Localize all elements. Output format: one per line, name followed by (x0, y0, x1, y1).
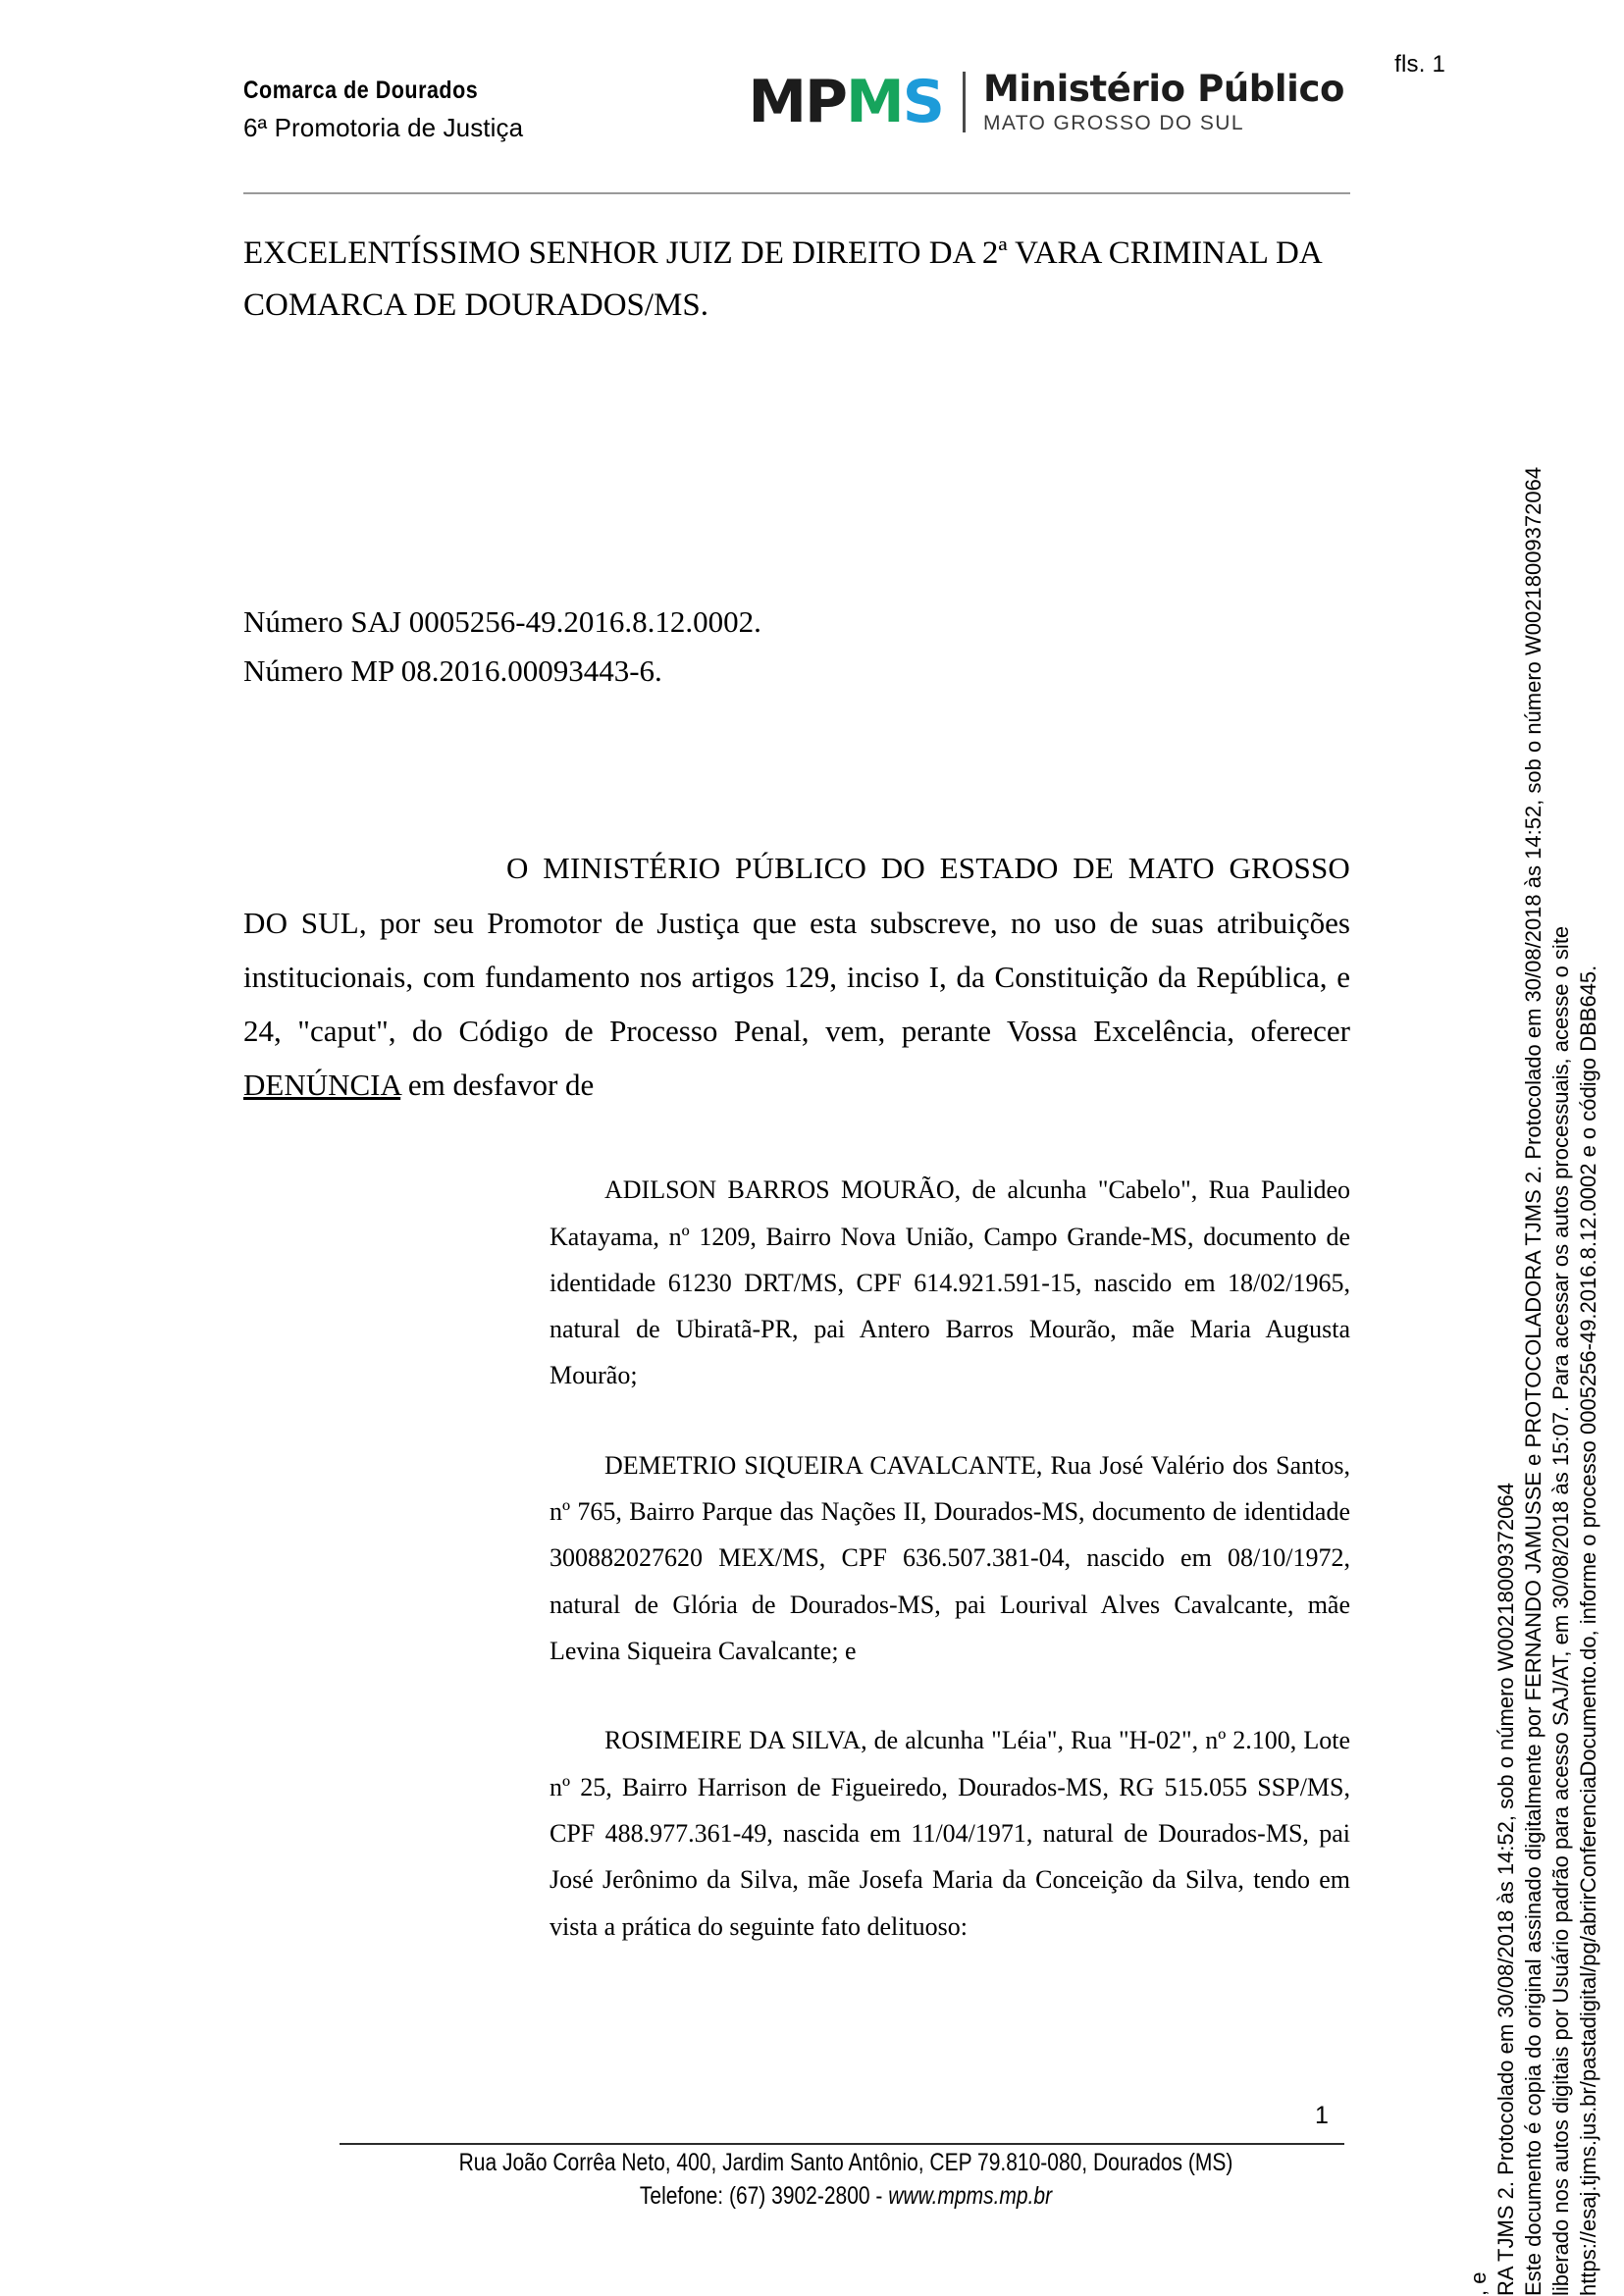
logo-wordmark (982, 68, 1344, 134)
case-number-mp: Número MP 08.2016.00093443-6. (243, 653, 662, 689)
lead-entity-name: O MINISTÉRIO PÚBLICO DO ESTADO DE MATO GROSSO DO SUL (243, 851, 1350, 940)
footer-phone: Telefone: (67) 3902-2800 - (639, 2181, 889, 2210)
lead-text-tail: em desfavor de (400, 1068, 595, 1103)
defendant-entry: ADILSON BARROS MOURÃO, de alcunha "Cabelo", Rua Paulideo Katayama, nº 1209, Bairro Nova União, Campo Grande-MS, documento de identidade 61230 DRT/MS, CPF 614.921.591-15, nascido em 18/02/1965, natural de Ubiratã-PR, pai Antero Barros Mourão, mãe Maria Augusta Mourão; (550, 1175, 1350, 1390)
promotoria-label: 6ª Promotoria de Justiça (243, 113, 524, 142)
case-number-saj: Número SAJ 0005256-49.2016.8.12.0002. (243, 603, 761, 639)
addressee-heading: EXCELENTÍSSIMO SENHOR JUIZ DE DIREITO DA 2ª VARA CRIMINAL DA COMARCA DE DOURADOS/MS. (243, 235, 1321, 324)
stamp-line-signature: Este documento é copia do original assinado digitalmente por FERNANDO JAMUSSE e PROTOCOLADORA TJMS 2. Protocolado em 30/08/2018 às 14:52, sob o número W00218009372064 (1521, 466, 1545, 2296)
comarca-label: Comarca de Dourados (243, 77, 479, 104)
footer-address: Rua João Corrêa Neto, 400, Jardim Santo Antônio, CEP 79.810-080, Dourados (MS) (458, 2149, 1233, 2176)
stamp-line-url: https://esaj.tjms.jus.br/pastadigital/pg/abrirConferenciaDocumento.do, informe o processo 0005256-49.2016.8.12.0002 e o código DBB645. (1576, 965, 1600, 2296)
footer-contact (426, 2180, 1267, 2214)
defendants-list (550, 1167, 1350, 1950)
footer-divider (340, 2143, 1344, 2145)
mpms-logo-mark (748, 68, 943, 137)
defendant-entry: DEMETRIO SIQUEIRA CAVALCANTE, Rua José Valério dos Santos, nº 765, Bairro Parque das Nações II, Dourados-MS, documento de identidade 300882027620 MEX/MS, CPF 636.507.381-04, nascido em 08/10/1972, natural de Glória de Dourados-MS, pai Lourival Alves Cavalcante, mãe Levina Siqueira Cavalcante; e (550, 1450, 1350, 1666)
denuncia-keyword: DENÚNCIA (243, 1068, 401, 1103)
footer-website: www.mpms.mp.br (888, 2181, 1053, 2210)
document-footer (345, 2147, 1346, 2213)
logo-divider (963, 72, 966, 132)
logo-s-text: S (902, 68, 943, 137)
logo-title: Ministério Público (982, 68, 1344, 110)
stamp-line-protocol: RA TJMS 2. Protocolado em 30/08/2018 às 14:52, sob o número W00218009372064 (1493, 1483, 1518, 2296)
logo-mp-text: MP (748, 68, 847, 137)
header-office-block (243, 69, 523, 142)
mpms-logo (748, 68, 1344, 137)
stamp-line-fragment: , e (1466, 2271, 1491, 2296)
case-numbers-block (243, 598, 1350, 696)
stamp-line-access: liberado nos autos digitais por Usuário padrão para acesso SAJ/AT, em 30/08/2018 às 15:07. Para acessar os autos processuais, acesse o site (1548, 925, 1573, 2296)
folio-marker: fls. 1 (1394, 51, 1445, 78)
logo-m-text: M (846, 68, 903, 137)
digital-signature-stamp (1452, 0, 1624, 2296)
lead-text-body: , por seu Promotor de Justiça que esta subscreve, no uso de suas atribuições institucionais, com fundamento nos artigos 129, inciso I, da Constituição da República, e 24, "caput", do Código de Processo Penal, vem, perante Vossa Excelência, oferecer (243, 905, 1350, 1048)
page-number: 1 (1315, 2102, 1329, 2129)
document-header (243, 69, 1350, 142)
defendant-entry: ROSIMEIRE DA SILVA, de alcunha "Léia", Rua "H-02", nº 2.100, Lote nº 25, Bairro Harrison de Figueiredo, Dourados-MS, RG 515.055 SSP/MS, CPF 488.977.361-49, nascida em 11/04/1971, natural de Dourados-MS, pai José Jerônimo da Silva, mãe Josefa Maria da Conceição da Silva, tendo em vista a prática do seguinte fato delituoso: (550, 1726, 1350, 1941)
document-body (243, 228, 1350, 1950)
lead-paragraph (243, 841, 1350, 1112)
logo-subtitle: MATO GROSSO DO SUL (982, 111, 1244, 134)
header-divider (243, 192, 1350, 194)
